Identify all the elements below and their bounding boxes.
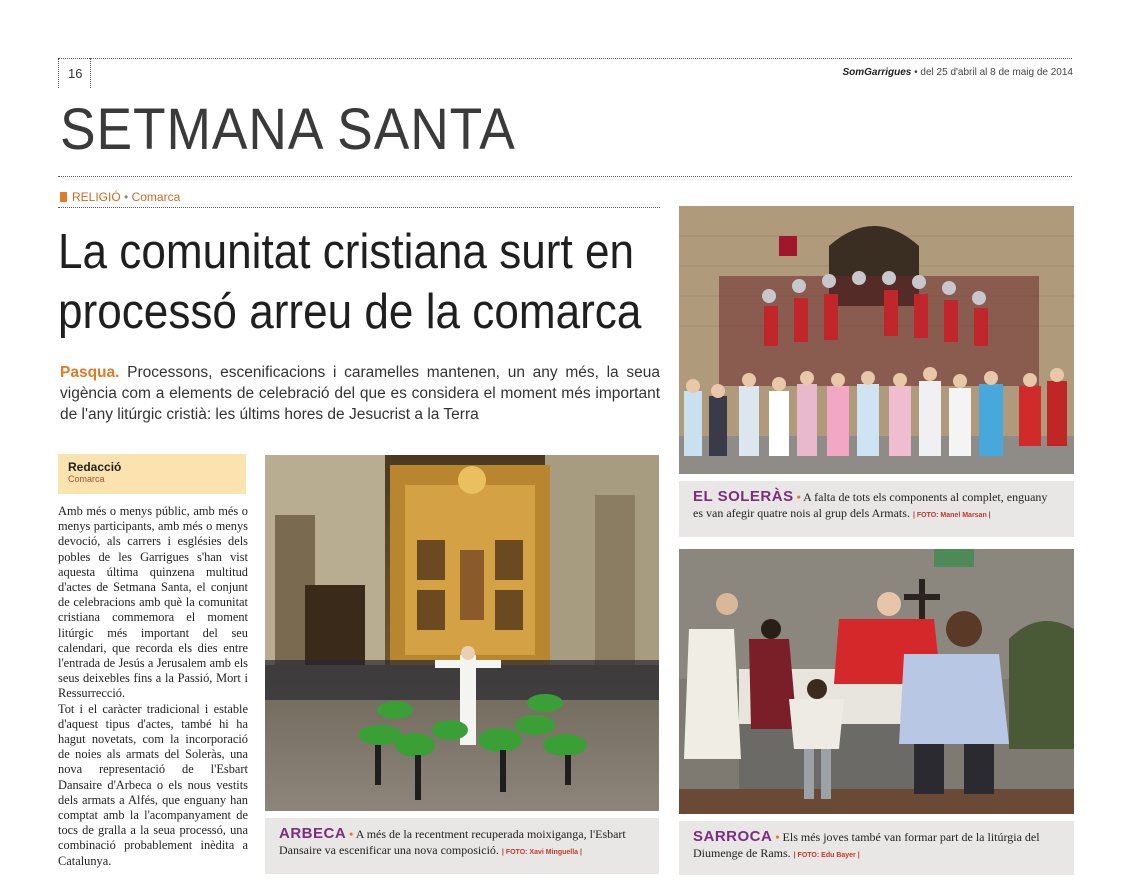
body-paragraph-2: Tot i el caràcter tradicional i estable d'aquest tipus d'actes, també hi ha hagut novetats, com la incorporació de noies als armats del Soleràs, una nova representació de l'Esbart Dansaire d'Arbeca o els nous vestits dels armats a Alfés, que enguany han comptat amb la l'acompanyament de tocs de gralla a la seua processó, una combinació probablement inèdita a Catalunya. <box>58 701 248 868</box>
top-rule <box>58 58 1072 59</box>
caption-arbeca <box>265 818 659 874</box>
byline <box>58 454 246 494</box>
caption-sarroca-bullet: • <box>772 830 780 844</box>
category-label <box>60 190 180 204</box>
category-separator: • <box>120 190 132 204</box>
photo-sarroca <box>679 549 1074 814</box>
caption-arbeca-place: ARBECA <box>279 825 347 842</box>
headline-line-1: La comunitat cristiana surt en <box>58 225 635 279</box>
category-area: Comarca <box>131 190 181 204</box>
caption-sarroca-text: Els més joves també van formar part de la litúrgia del Diumenge de Rams. <box>693 830 1040 860</box>
caption-el-soleras-text: A falta de tots els components al complet, enguany es van afegir quatre nois al grup dels Armats. <box>693 490 1048 520</box>
photo-el-soleras <box>679 206 1074 474</box>
headline-line-2: processó arreu de la comarca <box>58 285 642 339</box>
caption-el-soleras-credit: | FOTO: Manel Marsan | <box>912 512 991 519</box>
page-number: 16 <box>68 66 83 81</box>
caption-el-soleras <box>679 481 1074 537</box>
page-number-divider-left <box>58 58 59 88</box>
lead-text: Processons, escenificacions i caramelles mantenen, un any més, la seua vigència com a elements de celebració del que es considera el moment més important de l'any litúrgic cristià: les últims hores de Jesucrist a la Terra <box>60 364 660 423</box>
article-body <box>58 504 248 869</box>
caption-el-soleras-place: EL SOLERÀS <box>693 488 794 505</box>
section-title: SETMANA SANTA <box>60 97 516 162</box>
headline <box>58 222 642 342</box>
masthead <box>842 67 1073 78</box>
caption-arbeca-credit: | FOTO: Xavi Minguella | <box>501 849 582 856</box>
page-number-divider-right <box>90 58 91 88</box>
body-paragraph-1: Amb més o menys públic, amb més o menys participants, amb més o menys devoció, als carrers i esglésies dels pobles de les Garrigues s'han vist aquesta última quinzena multitud d'actes de Setmana Santa, el conjunt de celebracions amb què la comunitat cristiana commemora el moment litúrgic més important del seu calendari, que recorda els dies entre l'entrada de Jesús a Jerusalem amb els seus deixebles fins a la Passió, Mort i Ressurrecció. <box>58 504 248 701</box>
category-square-icon <box>60 192 67 202</box>
caption-sarroca <box>679 821 1074 875</box>
lead-keyword: Pasqua. <box>60 364 120 381</box>
caption-sarroca-credit: | FOTO: Edu Bayer | <box>793 852 860 859</box>
caption-arbeca-text: A més de la recentment recuperada moixiganga, l'Esbart Dansaire va escenificar una nova composició. <box>279 827 626 857</box>
issue-date: • del 25 d'abril al 8 de maig de 2014 <box>911 67 1073 78</box>
byline-author: Redacció <box>68 460 122 474</box>
category-section: RELIGIÓ <box>72 190 121 204</box>
caption-sarroca-place: SARROCA <box>693 828 773 845</box>
publication-name: SomGarrigues <box>842 67 912 78</box>
byline-location: Comarca <box>68 474 105 484</box>
caption-arbeca-bullet: • <box>346 827 354 841</box>
photo-arbeca <box>265 455 659 811</box>
section-rule <box>58 176 1072 177</box>
category-rule <box>58 207 660 208</box>
caption-el-soleras-bullet: • <box>793 490 801 504</box>
lead-paragraph <box>60 362 660 425</box>
